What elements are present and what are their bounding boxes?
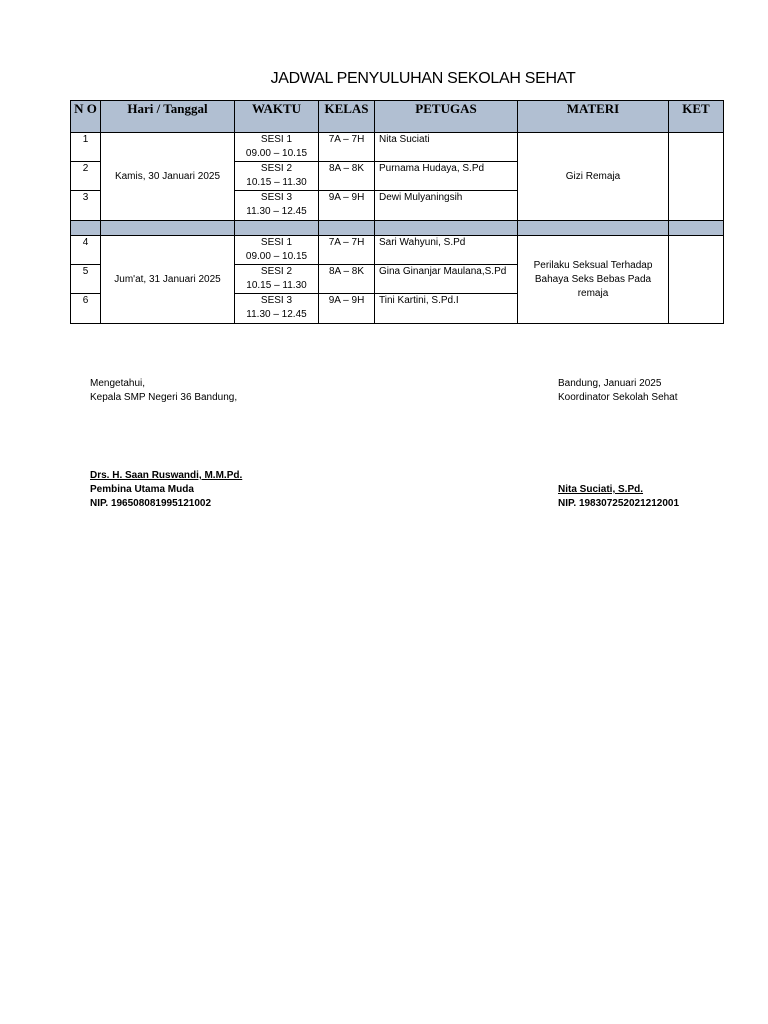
row-no: 2 [71,162,101,191]
header-petugas: PETUGAS [375,101,518,133]
table-row [71,236,724,265]
coordinator-name: Nita Suciati, S.Pd. [558,484,644,495]
row-waktu: SESI 2 10.15 – 11.30 [235,162,319,191]
header-hari-tanggal: Hari / Tanggal [101,101,235,133]
table-row [71,133,724,162]
row-kelas: 7A – 7H [319,133,375,162]
principal-rank: Pembina Utama Muda [90,484,194,495]
row-no: 6 [71,294,101,324]
signature-right-block [558,483,679,511]
principal-nip: NIP. 196508081995121002 [90,498,212,509]
row-kelas: 9A – 9H [319,294,375,324]
header-waktu: WAKTU [235,101,319,133]
row-petugas: Purnama Hudaya, S.Pd [375,162,518,191]
signature-left-header [90,377,237,405]
row-waktu: SESI 3 11.30 – 12.45 [235,191,319,221]
row-kelas: 7A – 7H [319,236,375,265]
table-header-row [71,101,724,133]
row-kelas: 8A – 8K [319,265,375,294]
header-materi: MATERI [518,101,669,133]
acknowledge-text: Mengetahui, [90,378,146,389]
schedule-table [70,100,724,324]
header-kelas: KELAS [319,101,375,133]
coordinator-nip: NIP. 198307252021212001 [558,498,680,509]
signature-right-header [558,377,678,405]
row-petugas: Gina Ginanjar Maulana,S.Pd [375,265,518,294]
row-waktu: SESI 1 09.00 – 10.15 [235,133,319,162]
day-date: Kamis, 30 Januari 2025 [101,133,235,221]
separator-row [71,221,724,236]
day-ket [669,236,724,324]
header-ket: KET [669,101,724,133]
row-petugas: Nita Suciati [375,133,518,162]
row-no: 3 [71,191,101,221]
row-petugas: Dewi Mulyaningsih [375,191,518,221]
principal-name: Drs. H. Saan Ruswandi, M.M.Pd. [90,470,243,481]
day-ket [669,133,724,221]
row-no: 4 [71,236,101,265]
row-petugas: Tini Kartini, S.Pd.I [375,294,518,324]
day-date: Jum'at, 31 Januari 2025 [101,236,235,324]
row-waktu: SESI 3 11.30 – 12.45 [235,294,319,324]
signature-left-block [90,469,242,511]
document-title: JADWAL PENYULUHAN SEKOLAH SEHAT [270,70,576,87]
row-no: 1 [71,133,101,162]
header-no: N O [71,101,101,133]
row-waktu: SESI 2 10.15 – 11.30 [235,265,319,294]
row-kelas: 8A – 8K [319,162,375,191]
row-waktu: SESI 1 09.00 – 10.15 [235,236,319,265]
row-kelas: 9A – 9H [319,191,375,221]
principal-title: Kepala SMP Negeri 36 Bandung, [90,392,238,403]
row-no: 5 [71,265,101,294]
day-materi: Perilaku Seksual Terhadap Bahaya Seks Bebas Pada remaja [518,236,669,324]
row-petugas: Sari Wahyuni, S.Pd [375,236,518,265]
day-materi: Gizi Remaja [518,133,669,221]
coordinator-title: Koordinator Sekolah Sehat [558,392,678,403]
place-date: Bandung, Januari 2025 [558,378,662,389]
